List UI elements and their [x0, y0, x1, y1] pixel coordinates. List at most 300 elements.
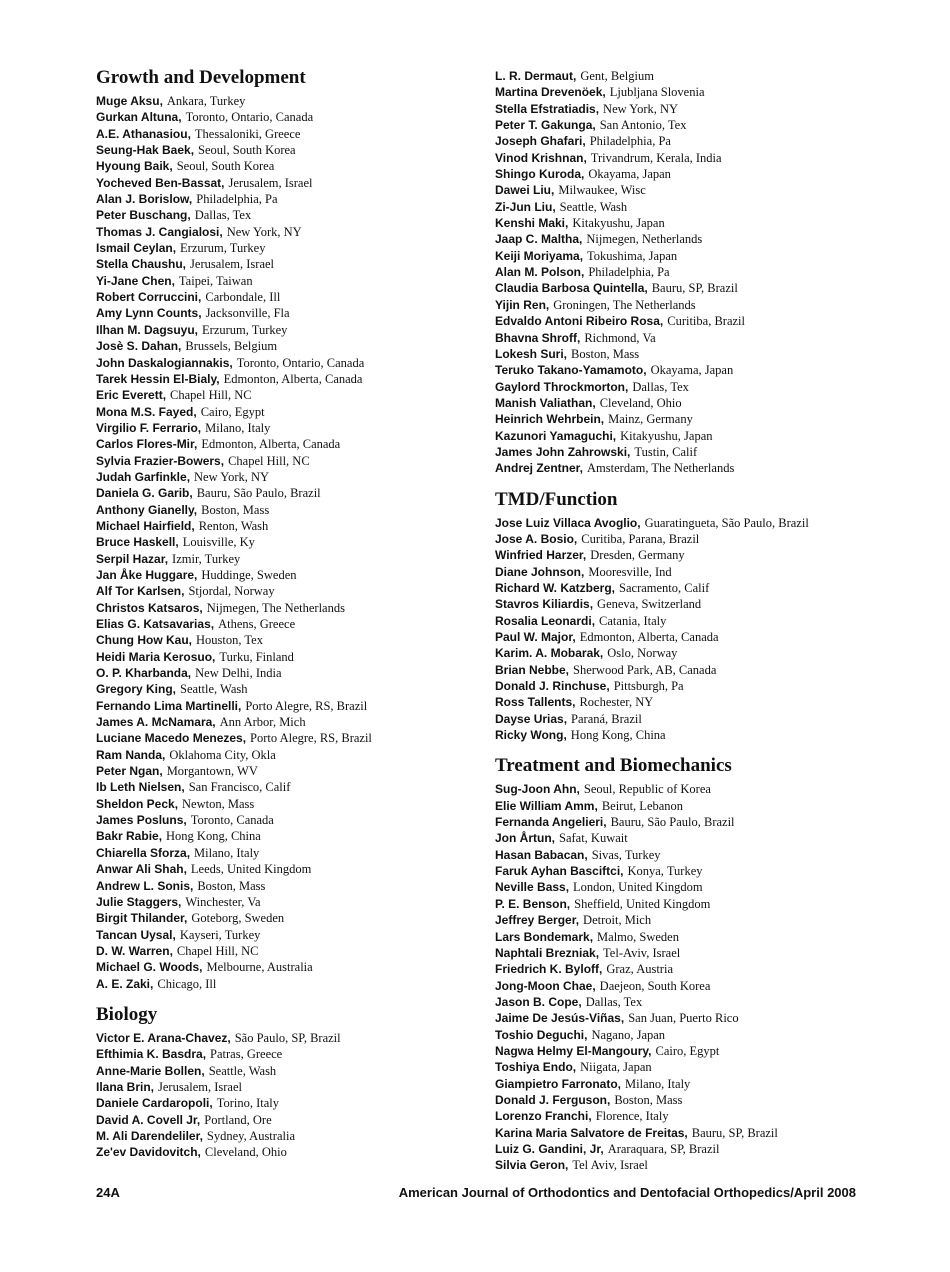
reviewer-location: Chapel Hill, NC: [228, 453, 310, 468]
reviewer-entry: [495, 711, 935, 727]
reviewer-entry: [495, 830, 935, 846]
reviewer-name: Donald J. Rinchuse,: [495, 679, 610, 694]
reviewer-name: Stella Chaushu,: [96, 257, 187, 272]
reviewer-location: Turku, Finland: [219, 649, 294, 664]
reviewer-location: Guaratingueta, São Paulo, Brazil: [644, 515, 809, 530]
reviewer-entry: [96, 1063, 476, 1079]
reviewer-name: Yocheved Ben-Bassat,: [96, 175, 225, 190]
reviewer-name: Winfried Harzer,: [495, 548, 587, 563]
reviewer-name: Tarek Hessin El-Bialy,: [96, 371, 220, 386]
reviewer-entry: [96, 207, 476, 223]
reviewer-name: Anthony Gianelly,: [96, 502, 198, 517]
reviewer-name: Giampietro Farronato,: [495, 1076, 622, 1091]
reviewer-entry: [495, 645, 935, 661]
reviewer-entry: [96, 927, 476, 943]
reviewer-name: Peter Ngan,: [96, 764, 163, 779]
reviewer-name: Ze'ev Davidovitch,: [96, 1145, 201, 1160]
reviewer-name: Alf Tor Karlsen,: [96, 584, 185, 599]
reviewer-location: Graz, Austria: [606, 962, 673, 977]
reviewer-entry: [495, 379, 935, 395]
reviewer-location: Kitakyushu, Japan: [620, 428, 713, 443]
reviewer-location: Okayama, Japan: [588, 167, 671, 182]
reviewer-name: Jaime De Jesús-Viñas,: [495, 1011, 625, 1026]
reviewer-location: Stjordal, Norway: [188, 584, 275, 599]
reviewer-entry: [96, 142, 476, 158]
reviewer-section: [96, 1003, 476, 1161]
reviewer-name: Michael Hairfield,: [96, 518, 195, 533]
reviewer-name: Jon Årtun,: [495, 831, 555, 846]
reviewer-name: Gaylord Throckmorton,: [495, 379, 629, 394]
reviewer-name: A.E. Athanasiou,: [96, 126, 191, 141]
reviewer-name: Toshio Deguchi,: [495, 1027, 588, 1042]
page-footer: [96, 1185, 856, 1205]
reviewer-location: Cairo, Egypt: [655, 1043, 720, 1058]
reviewer-location: Milwaukee, Wisc: [558, 183, 646, 198]
reviewer-entry: [96, 796, 476, 812]
reviewer-entry: [96, 453, 476, 469]
reviewer-name: M. Ali Darendeliler,: [96, 1128, 203, 1143]
reviewer-name: Kenshi Maki,: [495, 216, 569, 231]
reviewer-entry: [495, 531, 935, 547]
reviewer-location: Hong Kong, China: [570, 728, 666, 743]
reviewer-location: Beirut, Lebanon: [601, 798, 684, 813]
reviewer-entry: [96, 420, 476, 436]
reviewer-name: Nagwa Helmy El-Mangoury,: [495, 1043, 652, 1058]
reviewer-name: Virgilio F. Ferrario,: [96, 420, 202, 435]
reviewer-name: Joseph Ghafari,: [495, 134, 586, 149]
reviewer-location: Malmo, Sweden: [597, 929, 679, 944]
reviewer-name: James Posluns,: [96, 813, 187, 828]
reviewer-entry: [96, 502, 476, 518]
reviewer-location: Dallas, Tex: [632, 379, 689, 394]
reviewer-name: Chiarella Sforza,: [96, 845, 191, 860]
reviewer-name: A. E. Zaki,: [96, 976, 154, 991]
reviewer-location: Philadelphia, Pa: [589, 134, 671, 149]
reviewer-entry: [96, 943, 476, 959]
reviewer-name: Dawei Liu,: [495, 183, 555, 198]
reviewer-name: Efthimia K. Basdra,: [96, 1047, 207, 1062]
reviewer-entry: [96, 976, 476, 992]
reviewer-name: Ib Leth Nielsen,: [96, 780, 185, 795]
reviewer-entry: [495, 444, 935, 460]
reviewer-location: Chapel Hill, NC: [170, 388, 252, 403]
reviewer-location: Boston, Mass: [201, 502, 270, 517]
reviewer-location: Dallas, Tex: [194, 208, 252, 223]
reviewer-location: Milano, Italy: [205, 420, 271, 435]
reviewer-location: Oslo, Norway: [607, 646, 678, 661]
reviewer-name: Shingo Kuroda,: [495, 167, 585, 182]
reviewer-location: Winchester, Va: [185, 894, 261, 909]
reviewer-entry: [96, 779, 476, 795]
reviewer-location: New York, NY: [194, 469, 270, 484]
reviewer-name: Sylvia Frazier-Bowers,: [96, 453, 225, 468]
reviewer-entry: [96, 322, 476, 338]
reviewer-entry: [495, 84, 935, 100]
reviewer-name: Josè S. Dahan,: [96, 339, 182, 354]
reviewer-name: Bhavna Shroff,: [495, 330, 581, 345]
reviewer-location: Toronto, Ontario, Canada: [236, 355, 365, 370]
reviewer-entry: [495, 515, 935, 531]
reviewer-entry: [495, 798, 935, 814]
reviewer-name: Ricky Wong,: [495, 728, 567, 743]
left-column: [96, 66, 476, 1172]
reviewer-entry: [96, 256, 476, 272]
reviewer-name: Gregory King,: [96, 682, 177, 697]
reviewer-name: Ilhan M. Dagsuyu,: [96, 322, 199, 337]
reviewer-name: Ross Tallents,: [495, 695, 576, 710]
reviewer-name: Neville Bass,: [495, 880, 570, 895]
reviewer-location: Seattle, Wash: [559, 199, 628, 214]
reviewer-location: Tel-Aviv, Israel: [603, 945, 681, 960]
reviewer-location: Hong Kong, China: [166, 829, 261, 844]
reviewer-name: Eric Everett,: [96, 388, 167, 403]
reviewer-entry: [96, 436, 476, 452]
reviewer-location: London, United Kingdom: [573, 880, 703, 895]
reviewer-name: Bakr Rabie,: [96, 829, 163, 844]
reviewer-entry: [495, 248, 935, 264]
reviewer-location: Florence, Italy: [595, 1109, 669, 1124]
reviewer-location: Mainz, Germany: [608, 412, 693, 427]
reviewer-entry: [96, 910, 476, 926]
reviewer-location: Newton, Mass: [182, 796, 255, 811]
reviewer-location: Trivandrum, Kerala, India: [590, 150, 722, 165]
reviewer-name: Julie Staggers,: [96, 894, 182, 909]
reviewer-entry: [495, 68, 935, 84]
reviewer-entry: [495, 580, 935, 596]
reviewer-location: Huddinge, Sweden: [201, 567, 297, 582]
reviewer-entry: [495, 297, 935, 313]
reviewer-name: Lokesh Suri,: [495, 346, 568, 361]
reviewer-entry: [96, 600, 476, 616]
reviewer-location: Kayseri, Turkey: [179, 927, 261, 942]
reviewer-entry: [495, 1092, 935, 1108]
reviewer-entry: [495, 101, 935, 117]
reviewer-entry: [96, 305, 476, 321]
reviewer-entry: [495, 781, 935, 797]
reviewer-location: São Paulo, SP, Brazil: [234, 1030, 341, 1045]
reviewer-name: D. W. Warren,: [96, 943, 173, 958]
reviewer-entry: [495, 694, 935, 710]
reviewer-location: Catania, Italy: [599, 613, 667, 628]
reviewer-name: Lars Bondemark,: [495, 929, 594, 944]
reviewer-name: Vinod Krishnan,: [495, 150, 587, 165]
reviewer-entry: [495, 662, 935, 678]
reviewer-entry: [495, 330, 935, 346]
reviewer-location: Portland, Ore: [204, 1112, 272, 1127]
reviewer-name: Robert Corruccini,: [96, 290, 202, 305]
reviewer-entry: [96, 845, 476, 861]
reviewer-name: Chung How Kau,: [96, 633, 192, 648]
reviewer-location: Sheffield, United Kingdom: [574, 896, 711, 911]
reviewer-entry: [96, 404, 476, 420]
reviewer-name: Luciane Macedo Menezes,: [96, 731, 247, 746]
reviewer-location: Carbondale, Ill: [205, 290, 281, 305]
reviewer-location: Brussels, Belgium: [185, 339, 278, 354]
reviewer-name: Karina Maria Salvatore de Freitas,: [495, 1125, 688, 1140]
reviewer-entry: [495, 879, 935, 895]
reviewer-entry: [495, 596, 935, 612]
reviewer-entry: [96, 632, 476, 648]
reviewer-entry: [495, 1043, 935, 1059]
reviewer-name: Claudia Barbosa Quintella,: [495, 281, 648, 296]
reviewer-entry: [495, 547, 935, 563]
reviewer-name: James John Zahrowski,: [495, 444, 631, 459]
reviewer-name: Peter T. Gakunga,: [495, 118, 596, 133]
reviewer-name: Donald J. Ferguson,: [495, 1092, 611, 1107]
reviewer-entry: [495, 117, 935, 133]
reviewer-name: Ilana Brin,: [96, 1079, 155, 1094]
reviewer-entry: [96, 747, 476, 763]
reviewer-location: Louisville, Ky: [182, 535, 255, 550]
reviewer-location: Seattle, Wash: [180, 682, 248, 697]
reviewer-entry: [495, 346, 935, 362]
reviewer-entry: [495, 961, 935, 977]
reviewer-location: Toronto, Canada: [190, 813, 274, 828]
reviewer-name: Victor E. Arana-Chavez,: [96, 1030, 231, 1045]
reviewer-name: Alan M. Polson,: [495, 265, 585, 280]
reviewer-name: Thomas J. Cangialosi,: [96, 224, 223, 239]
reviewer-location: Mooresville, Ind: [588, 564, 672, 579]
reviewer-entry: [96, 828, 476, 844]
reviewer-location: Bauru, SP, Brazil: [651, 281, 738, 296]
reviewer-location: Ljubljana Slovenia: [609, 85, 705, 100]
reviewer-entry: [495, 362, 935, 378]
reviewer-location: Porto Alegre, RS, Brazil: [245, 698, 368, 713]
reviewer-location: Leeds, United Kingdom: [190, 862, 312, 877]
reviewer-name: Ismail Ceylan,: [96, 241, 177, 256]
reviewer-entry: [495, 231, 935, 247]
reviewer-location: Chicago, Ill: [157, 976, 217, 991]
reviewer-location: Konya, Turkey: [627, 864, 703, 879]
reviewer-name: Muge Aksu,: [96, 94, 163, 108]
reviewer-entry: [495, 896, 935, 912]
reviewer-name: Alan J. Borislow,: [96, 192, 193, 207]
reviewer-entry: [96, 355, 476, 371]
reviewer-location: Patras, Greece: [210, 1047, 283, 1062]
reviewer-location: Nagano, Japan: [591, 1027, 666, 1042]
reviewer-location: Tustin, Calif: [634, 444, 698, 459]
reviewer-location: Edmonton, Alberta, Canada: [223, 371, 363, 386]
reviewer-entry: [96, 551, 476, 567]
reviewer-name: Serpil Hazar,: [96, 551, 169, 566]
reviewer-entry: [96, 338, 476, 354]
reviewer-name: Jose Luiz Villaca Avoglio,: [495, 515, 641, 530]
reviewer-location: Ann Arbor, Mich: [219, 715, 306, 730]
reviewer-name: P. E. Benson,: [495, 896, 571, 911]
reviewer-name: Edvaldo Antoni Ribeiro Rosa,: [495, 314, 664, 329]
reviewer-name: Heidi Maria Kerosuo,: [96, 649, 216, 664]
reviewer-entry: [495, 814, 935, 830]
reviewer-name: Elias G. Katsavarias,: [96, 617, 215, 631]
reviewer-location: Jerusalem, Israel: [228, 175, 313, 190]
reviewer-name: Daniela G. Garib,: [96, 486, 193, 501]
reviewer-entry: [495, 1157, 935, 1173]
reviewer-entry: [96, 730, 476, 746]
reviewer-name: Teruko Takano-Yamamoto,: [495, 363, 647, 378]
reviewer-entry: [495, 166, 935, 182]
reviewer-location: Sacramento, Calif: [619, 580, 710, 595]
reviewer-entry: [495, 1125, 935, 1141]
reviewer-location: Milano, Italy: [625, 1076, 691, 1091]
reviewer-entry: [96, 224, 476, 240]
reviewer-location: Seoul, Republic of Korea: [583, 782, 711, 797]
reviewer-entry: [495, 1108, 935, 1124]
reviewer-entry: [495, 847, 935, 863]
reviewer-name: Keiji Moriyama,: [495, 248, 584, 263]
reviewer-location: Sherwood Park, AB, Canada: [573, 662, 717, 677]
reviewer-entry: [96, 518, 476, 534]
reviewer-entry: [495, 863, 935, 879]
reviewer-location: Detroit, Mich: [583, 913, 652, 928]
reviewer-entry: [495, 945, 935, 961]
reviewer-location: Edmonton, Alberta, Canada: [579, 630, 719, 644]
reviewer-entry: [96, 93, 476, 109]
reviewer-section: [96, 66, 476, 992]
reviewer-location: Jacksonville, Fla: [205, 306, 290, 321]
reviewer-location: Jerusalem, Israel: [190, 257, 275, 272]
reviewer-location: Geneva, Switzerland: [597, 597, 702, 612]
reviewer-section: [495, 68, 935, 477]
reviewer-location: Dresden, Germany: [590, 548, 685, 563]
reviewer-location: Bauru, São Paulo, Brazil: [610, 815, 735, 830]
reviewer-entry: [96, 763, 476, 779]
reviewer-entry: [495, 994, 935, 1010]
reviewer-entry: [495, 613, 935, 629]
reviewer-name: Daniele Cardaropoli,: [96, 1096, 213, 1111]
reviewer-entry: [96, 175, 476, 191]
reviewer-entry: [96, 109, 476, 125]
reviewer-name: Mona M.S. Fayed,: [96, 404, 197, 419]
section-heading: TMD/Function: [495, 488, 618, 510]
reviewer-location: Tel Aviv, Israel: [572, 1158, 648, 1173]
reviewer-location: Daejeon, South Korea: [599, 978, 711, 993]
reviewer-entry: [96, 289, 476, 305]
reviewer-entry: [96, 126, 476, 142]
reviewer-entry: [495, 629, 935, 645]
journal-citation: American Journal of Orthodontics and Dentofacial Orthopedics/April 2008: [398, 1185, 856, 1200]
reviewer-location: Safat, Kuwait: [559, 831, 628, 846]
reviewer-entry: [96, 894, 476, 910]
reviewer-section: [495, 754, 935, 1173]
reviewer-name: Seung-Hak Baek,: [96, 143, 195, 158]
reviewer-location: Milano, Italy: [194, 845, 260, 860]
reviewer-name: Heinrich Wehrbein,: [495, 412, 605, 427]
reviewer-entry: [96, 387, 476, 403]
reviewer-location: Oklahoma City, Okla: [169, 747, 276, 762]
reviewer-entry: [96, 959, 476, 975]
reviewer-location: Renton, Wash: [198, 518, 269, 533]
reviewer-location: Amsterdam, The Netherlands: [587, 461, 735, 476]
reviewer-location: Curitiba, Brazil: [667, 314, 745, 329]
reviewer-name: Diane Johnson,: [495, 564, 585, 579]
reviewer-name: Peter Buschang,: [96, 208, 191, 223]
reviewer-location: Kitakyushu, Japan: [572, 216, 665, 231]
reviewer-location: Okayama, Japan: [650, 363, 734, 378]
reviewer-entry: [96, 714, 476, 730]
reviewer-entry: [96, 649, 476, 665]
reviewer-location: Gent, Belgium: [580, 69, 654, 83]
reviewer-entry: [495, 1141, 935, 1157]
reviewer-name: Tancan Uysal,: [96, 927, 176, 942]
reviewer-section: [495, 488, 935, 744]
reviewer-name: Anwar Ali Shah,: [96, 862, 187, 877]
reviewer-location: New York, NY: [603, 101, 679, 116]
reviewer-entry: [96, 273, 476, 289]
reviewer-location: Bauru, São Paulo, Brazil: [196, 486, 321, 501]
reviewer-entry: [495, 912, 935, 928]
reviewer-entry: [495, 182, 935, 198]
reviewer-location: Boston, Mass: [614, 1092, 683, 1107]
reviewer-name: Fernando Lima Martinelli,: [96, 698, 242, 713]
reviewer-entry: [96, 681, 476, 697]
reviewer-location: Rochester, NY: [579, 695, 654, 710]
reviewer-location: Curitiba, Parana, Brazil: [581, 531, 700, 546]
reviewer-location: Houston, Tex: [196, 633, 263, 648]
reviewer-name: Jong-Moon Chae,: [495, 978, 596, 993]
reviewer-entry: [96, 485, 476, 501]
reviewer-entry: [96, 1046, 476, 1062]
reviewer-entry: [495, 1059, 935, 1075]
reviewer-location: Bauru, SP, Brazil: [691, 1125, 778, 1140]
reviewer-name: Toshiya Endo,: [495, 1060, 577, 1075]
reviewer-name: Martina Drevenöek,: [495, 85, 606, 100]
reviewer-location: Richmond, Va: [584, 330, 656, 345]
reviewer-entry: [495, 460, 935, 476]
reviewer-entry: [96, 698, 476, 714]
reviewer-location: San Juan, Puerto Rico: [628, 1011, 739, 1026]
reviewer-location: Philadelphia, Pa: [196, 192, 278, 207]
reviewer-entry: [495, 1027, 935, 1043]
reviewer-name: Jason B. Cope,: [495, 994, 582, 1009]
reviewer-entry: [495, 929, 935, 945]
reviewer-entry: [96, 1144, 476, 1160]
reviewer-name: Jan Åke Huggare,: [96, 567, 198, 582]
reviewer-location: Goteborg, Sweden: [191, 911, 285, 926]
reviewer-name: Carlos Flores-Mir,: [96, 437, 198, 452]
reviewer-location: Araraquara, SP, Brazil: [607, 1141, 720, 1156]
reviewer-name: Fernanda Angelieri,: [495, 815, 607, 830]
reviewer-entry: [96, 371, 476, 387]
reviewer-name: Yijin Ren,: [495, 297, 550, 312]
reviewer-entry: [96, 1128, 476, 1144]
reviewer-name: Andrej Zentner,: [495, 461, 584, 476]
reviewer-entry: [96, 469, 476, 485]
reviewer-name: Christos Katsaros,: [96, 600, 203, 615]
reviewer-location: Chapel Hill, NC: [176, 943, 259, 958]
reviewer-name: Silvia Geron,: [495, 1158, 569, 1173]
reviewer-name: L. R. Dermaut,: [495, 69, 577, 83]
reviewer-location: Thessaloniki, Greece: [194, 126, 301, 141]
reviewer-location: Tokushima, Japan: [587, 248, 678, 263]
reviewer-location: Seattle, Wash: [208, 1063, 277, 1078]
reviewer-name: Michael G. Woods,: [96, 960, 203, 975]
page-number: 24A: [96, 1185, 120, 1200]
reviewer-entry: [96, 812, 476, 828]
reviewer-location: Nijmegen, Netherlands: [586, 232, 703, 247]
reviewer-name: Faruk Ayhan Basciftci,: [495, 864, 624, 879]
reviewer-name: Rosalia Leonardi,: [495, 613, 596, 628]
reviewer-name: Hyoung Baik,: [96, 159, 173, 174]
reviewer-entry: [96, 1030, 476, 1046]
reviewer-location: Torino, Italy: [216, 1096, 280, 1111]
reviewer-name: Yi-Jane Chen,: [96, 273, 175, 288]
reviewer-location: Jerusalem, Israel: [158, 1079, 243, 1094]
reviewer-name: Brian Nebbe,: [495, 662, 570, 677]
reviewer-location: Erzurum, Turkey: [202, 322, 288, 337]
reviewer-entry: [495, 199, 935, 215]
reviewer-name: Judah Garfinkle,: [96, 469, 191, 484]
reviewer-name: Stavros Kiliardis,: [495, 597, 594, 612]
